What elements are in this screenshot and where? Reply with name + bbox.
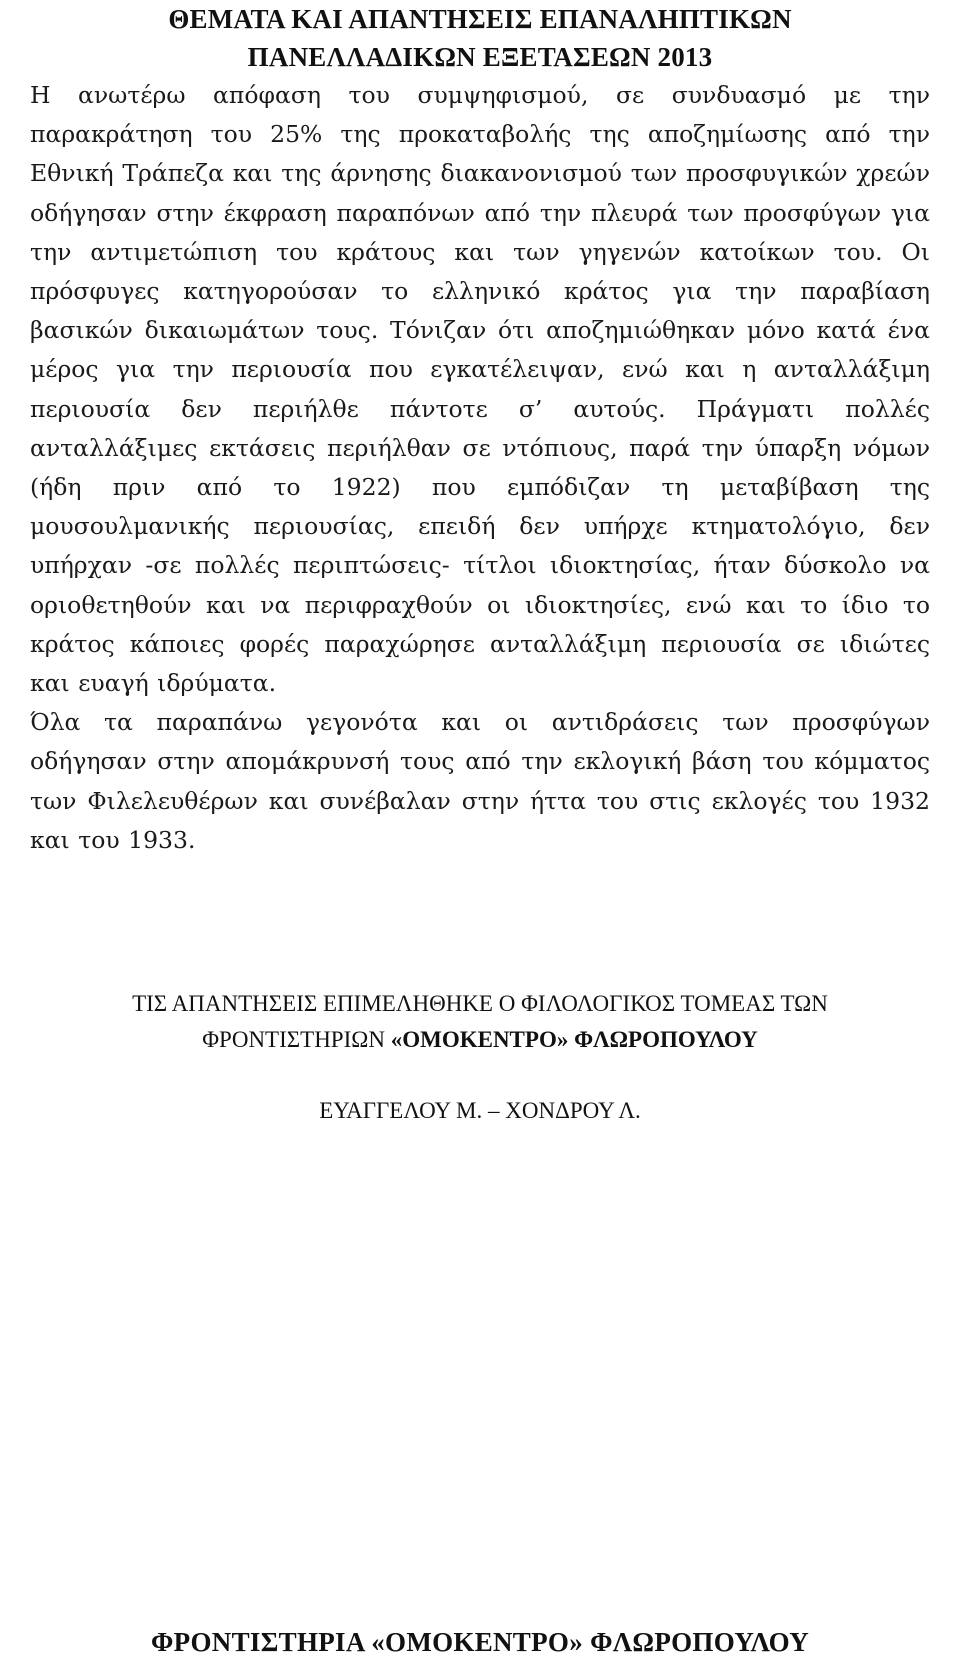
credits-line-1: ΤΙΣ ΑΠΑΝΤΗΣΕΙΣ ΕΠΙΜΕΛΗΘΗΚΕ Ο ΦΙΛΟΛΟΓΙΚΟΣ ΤΟΜΕΑΣ ΤΩΝ bbox=[132, 991, 828, 1016]
title-line-2: ΠΑΝΕΛΛΑΔΙΚΩΝ ΕΞΕΤΑΣΕΩΝ 2013 bbox=[247, 42, 713, 72]
credits-brand: «ΟΜΟΚΕΝΤΡΟ» ΦΛΩΡΟΠΟΥΛΟΥ bbox=[390, 1027, 758, 1052]
answer-paragraph-2: Όλα τα παραπάνω γεγονότα και οι αντιδράσεις των προσφύγων οδήγησαν στην απομάκρυνσή τους από την εκλογική βάση του κόμματος των Φιλελευθέρων και συνέβαλαν στην ήττα του στις εκλογές του 1932 και του 1933. bbox=[30, 708, 930, 854]
answer-body bbox=[30, 76, 930, 860]
answer-paragraph-1: Η ανωτέρω απόφαση του συμψηφισμού, σε συνδυασμό με την παρακράτηση του 25% της προκαταβολής της αποζημίωσης από την Εθνική Τράπεζα και της άρνησης διακανονισμού των προσφυγικών χρεών οδήγησαν στην έκφραση παραπόνων από την πλευρά των προσφύγων για την αντιμετώπιση του κράτους και των γηγενών κατοίκων του. Οι πρόσφυγες κατηγορούσαν το ελληνικό κράτος για την παραβίαση βασικών δικαιωμάτων τους. Τόνιζαν ότι αποζημιώθηκαν μόνο κατά ένα μέρος για την περιουσία που εγκατέλειψαν, ενώ και η ανταλλάξιμη περιουσία δεν περιήλθε πάντοτε σ’ αυτούς. Πράγματι πολλές ανταλλάξιμες εκτάσεις περιήλθαν σε ντόπιους, παρά την ύπαρξη νόμων (ήδη πριν από το 1922) που εμπόδιζαν τη μεταβίβαση της μουσουλμανικής περιουσίας, επειδή δεν υπήρχε κτηματολόγιο, δεν υπήρχαν -σε πολλές περιπτώσεις- τίτλοι ιδιοκτησίας, ήταν δύσκολο να οριοθετηθούν και να περιφραχθούν οι ιδιοκτησίες, ενώ και το ίδιο το κράτος κάποιες φορές παραχώρησε ανταλλάξιμη περιουσία σε ιδιώτες και ευαγή ιδρύματα. bbox=[30, 81, 930, 698]
credits-line-2-prefix: ΦΡΟΝΤΙΣΤΗΡΙΩΝ bbox=[202, 1027, 391, 1052]
page-footer: ΦΡΟΝΤΙΣΤΗΡΙΑ «ΟΜΟΚΕΝΤΡΟ» ΦΛΩΡΟΠΟΥΛΟΥ bbox=[151, 1627, 809, 1657]
credits-authors: ΕΥΑΓΓΕΛΟΥ Μ. – ΧΟΝΔΡΟΥ Λ. bbox=[319, 1098, 641, 1123]
page-header bbox=[0, 0, 960, 76]
credits-line-2 bbox=[0, 1022, 960, 1058]
title-line-1: ΘΕΜΑΤΑ ΚΑΙ ΑΠΑΝΤΗΣΕΙΣ ΕΠΑΝΑΛΗΠΤΙΚΩΝ bbox=[168, 4, 792, 34]
credits-block bbox=[0, 986, 960, 1058]
